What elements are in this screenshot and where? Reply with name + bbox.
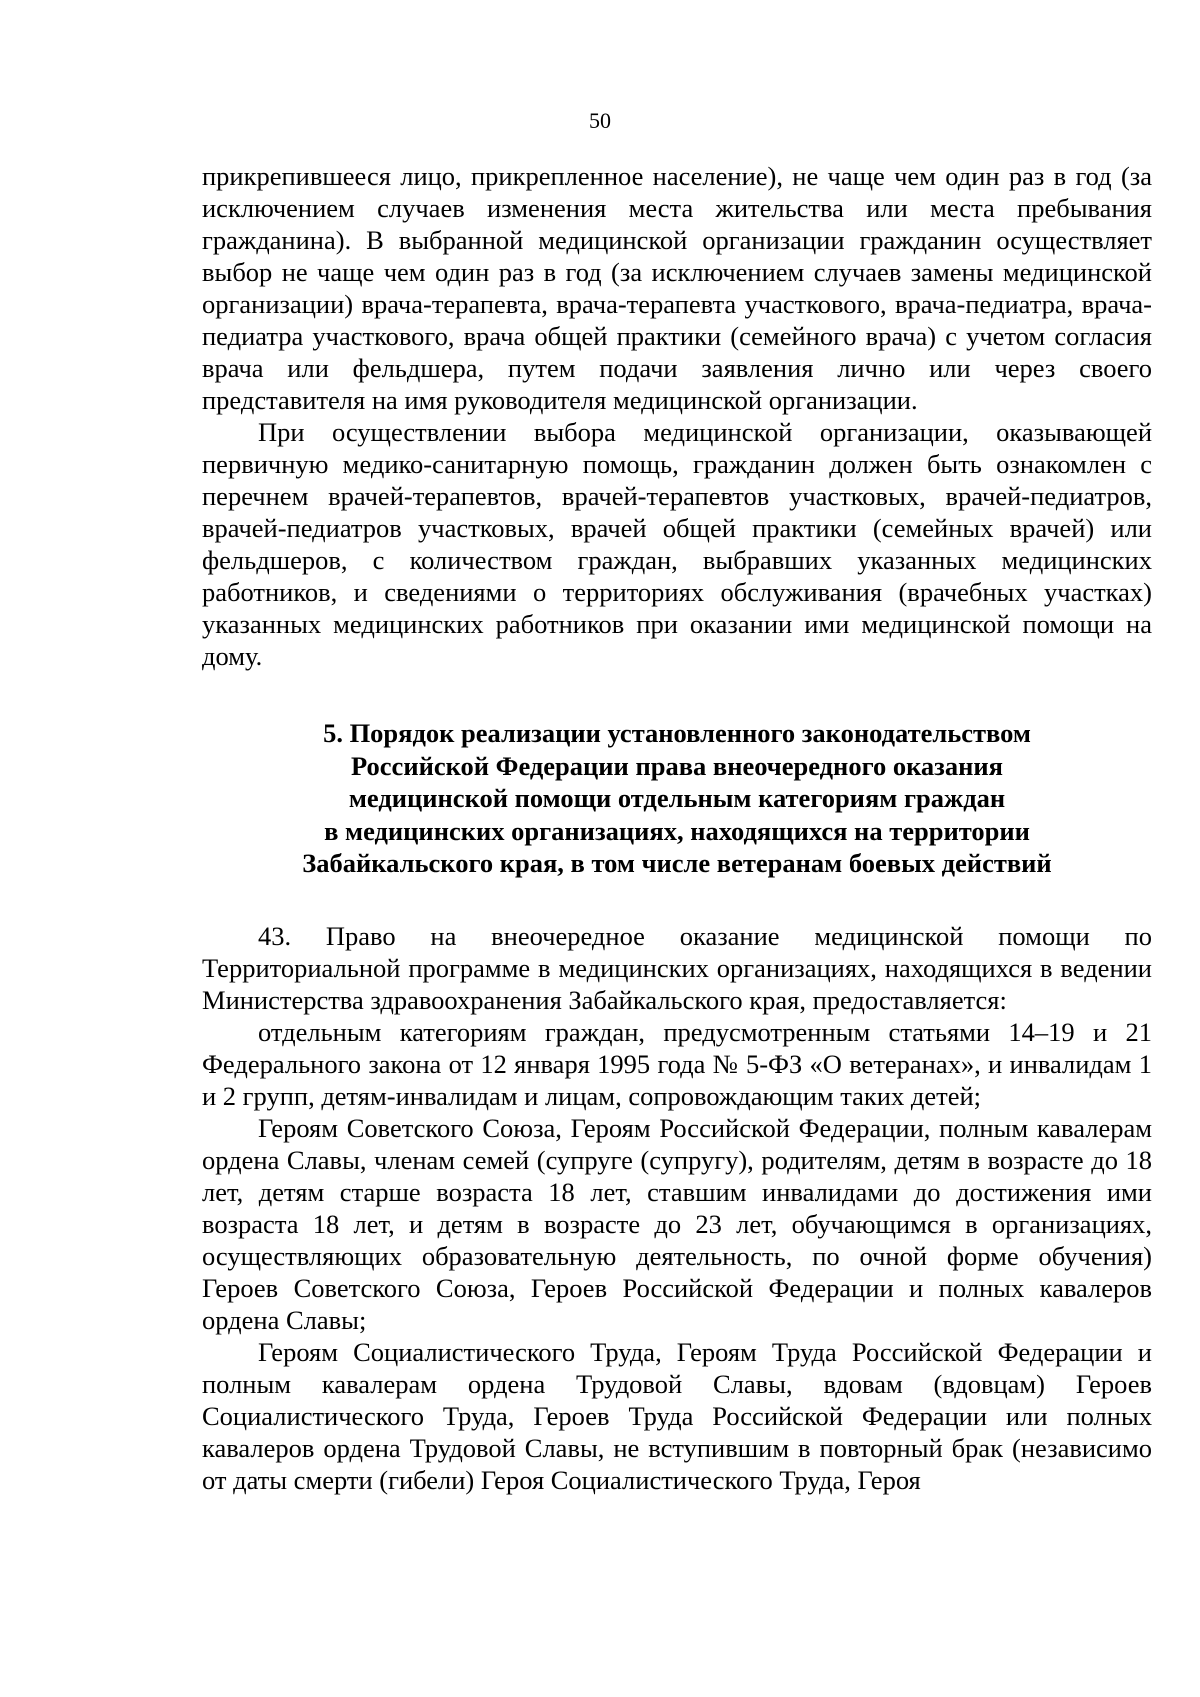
paragraph-continuation: прикрепившееся лицо, прикрепленное население), не чаще чем один раз в год (за исключением случаев изменения места жительства или места пребывания гражданина). В выбранной медицинской организации гражданин осуществляет выбор не чаще чем один раз в год (за исключением случаев замены медицинской организации) врача-терапевта, врача-терапевта участкового, врача-педиатра, врача-педиатра участкового, врача общей практики (семейного врача) с учетом согласия врача или фельдшера, путем подачи заявления лично или через своего представителя на имя руководителя медицинской организации. [202, 161, 1152, 415]
section-heading-line: в медицинских организациях, находящихся на территории [324, 815, 1030, 846]
paragraph: При осуществлении выбора медицинской организации, оказывающей первичную медико-санитарную помощь, гражданин должен быть ознакомлен с перечнем врачей-терапевтов, врачей-терапевтов участковых, врачей-педиатров, врачей-педиатров участковых, врачей общей практики (семейных врачей) или фельдшеров, с количеством граждан, выбравших указанных медицинских работников, и сведениями о территориях обслуживания (врачебных участках) указанных медицинских работников при оказании ими медицинской помощи на дому. [202, 417, 1152, 671]
section-heading-line: Российской Федерации права внеочередного оказания [351, 750, 1003, 781]
document-body [202, 160, 1152, 1496]
section-heading-line: 5. Порядок реализации установленного законодательством [323, 718, 1031, 748]
section-heading-line: медицинской помощи отдельным категориям граждан [348, 783, 1006, 813]
page-number: 50 [589, 108, 611, 133]
section-heading-line: Забайкальского края, в том числе ветеранам боевых действий [302, 848, 1052, 878]
section-heading [202, 717, 1152, 880]
paragraph: Героям Социалистического Труда, Героям Труда Российской Федерации и полным кавалерам ордена Трудовой Славы, вдовам (вдовцам) Героев Социалистического Труда, Героев Труда Российской Федерации или полных кавалеров ордена Трудовой Славы, не вступившим в повторный брак (независимо от даты смерти (гибели) Героя Социалистического Труда, Героя [202, 1336, 1152, 1495]
paragraph: Героям Советского Союза, Героям Российской Федерации, полным кавалерам ордена Славы, членам семей (супруге (супругу), родителям, детям в возрасте до 18 лет, детям старше возраста 18 лет, ставшим инвалидами до достижения ими возраста 18 лет, и детям в возрасте до 23 лет, обучающимся в организациях, осуществляющих образовательную деятельность, по очной форме обучения) Героев Советского Союза, Героев Российской Федерации и полных кавалеров ордена Славы; [202, 1112, 1152, 1335]
paragraph: отдельным категориям граждан, предусмотренным статьями 14–19 и 21 Федерального закона от 12 января 1995 года № 5-ФЗ «О ветеранах», и инвалидам 1 и 2 групп, детям-инвалидам и лицам, сопровождающим таких детей; [202, 1016, 1152, 1111]
paragraph-item-43: 43. Право на внеочередное оказание медицинской помощи по Территориальной программе в медицинских организациях, находящихся в ведении Министерства здравоохранения Забайкальского края, предоставляется: [202, 920, 1152, 1015]
